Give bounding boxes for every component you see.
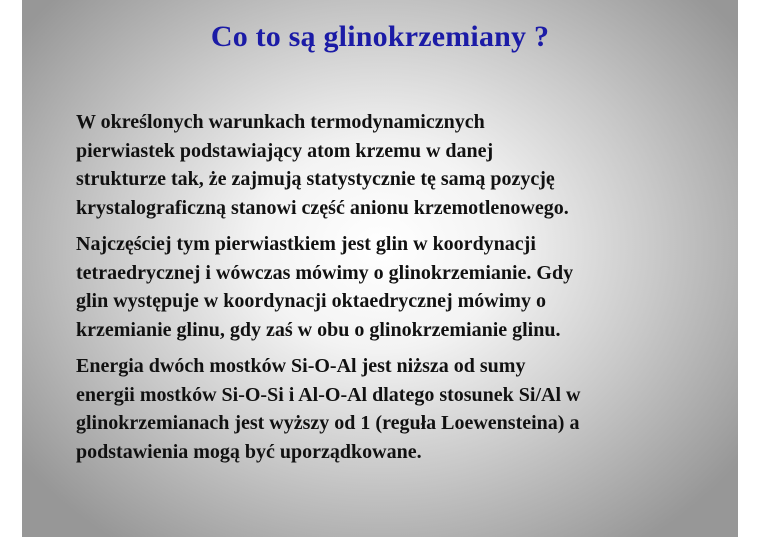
paragraph-aluminum-coordination: Najczęściej tym pierwiastkiem jest glin w koordynacji tetraedrycznej i wówczas mówimy o glinokrzemianie. Gdy glin występuje w koordynacji oktaedrycznej mówimy o krzemianie glinu, gdy zaś w obu o glinokrzemianie glinu. [76,233,574,341]
slide-body [76,108,716,474]
paragraph-substitution-definition: W określonych warunkach termodynamicznych pierwiastek podstawiający atom krzemu w danej strukturze tak, że zajmują statystycznie tę samą pozycję krystalograficzną stanowi część anionu krzemotlenowego. [76,111,569,219]
paragraph-loewenstein-rule: Energia dwóch mostków Si-O-Al jest niższa od sumy energii mostków Si-O-Si i Al-O-Al dlatego stosunek Si/Al w glinokrzemianach jest wyższy od 1 (reguła Loewensteina) a podstawienia mogą być uporządkowane. [76,355,581,463]
slide-canvas [22,0,738,537]
slide-title: Co to są glinokrzemiany ? [210,20,550,53]
